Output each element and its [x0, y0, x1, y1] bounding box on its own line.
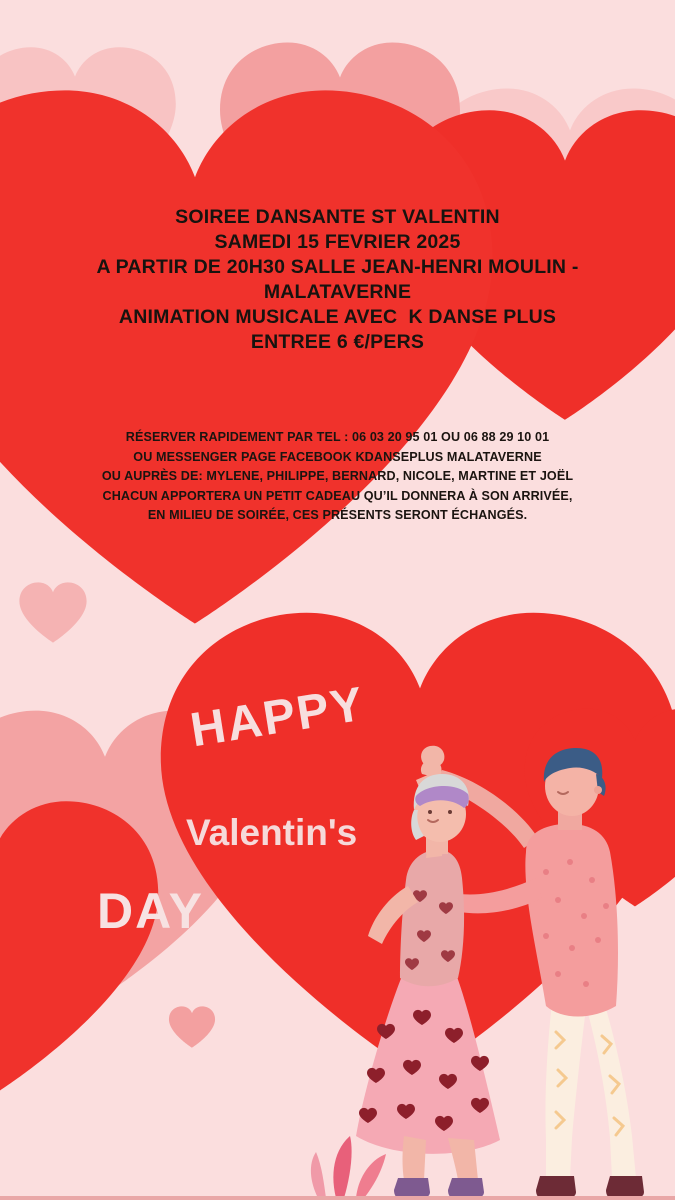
heart-shape-small-light-bottom — [168, 1005, 216, 1049]
headline-line-6: ENTREE 6 €/PERS — [250, 331, 425, 353]
event-details — [0, 428, 675, 526]
headline-line-1: SOIREE DANSANTE ST VALENTIN — [175, 206, 500, 228]
headline-line-2: SAMEDI 15 FEVRIER 2025 — [214, 231, 461, 253]
details-line-3: OU AUPRÈS DE: MYLENE, PHILIPPE, BERNARD, NICOLE, MARTINE ET JOËL — [101, 469, 574, 483]
headline-line-3: A PARTIR DE 20H30 SALLE JEAN-HENRI MOULIN - — [96, 256, 579, 278]
details-line-2: OU MESSENGER PAGE FACEBOOK KDANSEPLUS MALATAVERNE — [133, 449, 542, 464]
dancing-couple-illustration — [330, 740, 675, 1200]
heart-shape-red-large-main — [0, 72, 505, 642]
ground-line — [0, 1196, 675, 1200]
details-line-1: RÉSERVER RAPIDEMENT PAR TEL : 06 03 20 95 01 OU 06 88 29 10 01 — [125, 430, 550, 444]
headline-line-4: MALATAVERNE — [263, 281, 412, 303]
details-line-5: EN MILIEU DE SOIRÉE, CES PRÉSENTS SERONT ÉCHANGÉS. — [147, 508, 528, 522]
greeting-day: DAY — [97, 883, 204, 939]
event-headline — [0, 205, 675, 355]
greeting-valentins: Valentin's — [186, 812, 358, 853]
details-line-4: CHACUN APPORTERA UN PETIT CADEAU QU’IL DONNERA À SON ARRIVÉE, — [102, 488, 573, 503]
heart-shape-red-bottom-left — [0, 790, 165, 1105]
headline-line-5: ANIMATION MUSICALE AVEC K DANSE PLUS — [118, 306, 557, 328]
heart-shape-small-light-left — [18, 580, 88, 645]
greeting-happy: HAPPY — [186, 677, 369, 758]
